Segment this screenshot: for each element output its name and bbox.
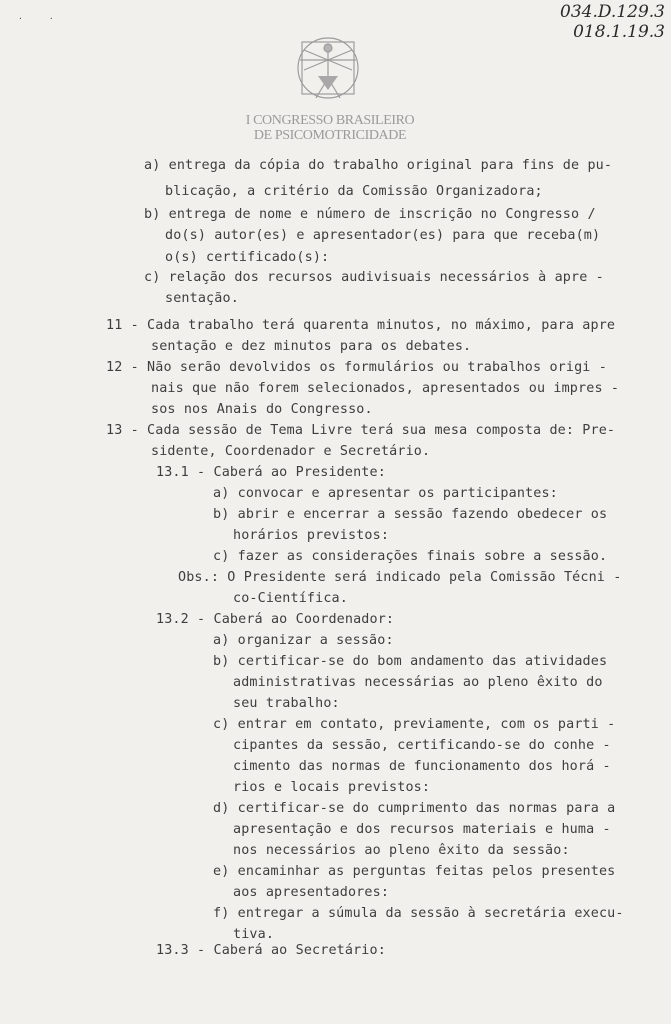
archive-code-line: 018.1.19.3 <box>573 22 665 42</box>
text-line: co-Científica. <box>233 591 348 606</box>
archive-code-line: 034.D.129.3 <box>560 2 665 22</box>
text-line: 13.3 - Caberá ao Secretário: <box>156 943 386 958</box>
text-line: b) abrir e encerrar a sessão fazendo obedecer os <box>213 507 608 522</box>
text-line: b) certificar-se do bom andamento das atividades <box>213 654 608 669</box>
text-line: 12 - Não serão devolvidos os formulários ou trabalhos origi - <box>106 360 607 375</box>
text-line: rios e locais previstos: <box>233 780 431 795</box>
text-line: cipantes da sessão, certificando-se do conhe - <box>233 738 611 753</box>
text-line: nos necessários ao pleno êxito da sessão: <box>233 843 570 858</box>
text-line: nais que não forem selecionados, apresentados ou impres - <box>151 381 620 396</box>
text-line: administrativas necessárias ao pleno êxito do <box>233 675 603 690</box>
text-line: f) entregar a súmula da sessão à secretária execu- <box>213 906 624 921</box>
text-line: c) fazer as considerações finais sobre a sessão. <box>213 549 608 564</box>
text-line: 11 - Cada trabalho terá quarenta minutos, no máximo, para apre <box>106 318 616 333</box>
text-line: horários previstos: <box>233 528 390 543</box>
text-line: sos nos Anais do Congresso. <box>151 402 373 417</box>
corner-marks: ·· <box>18 14 80 23</box>
text-line: c) entrar em contato, previamente, com os parti - <box>213 717 616 732</box>
text-line: 13.1 - Caberá ao Presidente: <box>156 465 386 480</box>
text-line: o(s) certificado(s): <box>165 250 330 265</box>
congress-logo <box>288 28 368 108</box>
congress-title <box>240 113 420 143</box>
text-line: sidente, Coordenador e Secretário. <box>151 444 431 459</box>
text-line: blicação, a critério da Comissão Organizadora; <box>165 184 543 199</box>
text-line: d) certificar-se do cumprimento das normas para a <box>213 801 616 816</box>
text-line: Obs.: O Presidente será indicado pela Comissão Técni - <box>178 570 622 585</box>
text-line: apresentação e dos recursos materiais e huma - <box>233 822 611 837</box>
text-line: 13 - Cada sessão de Tema Livre terá sua mesa composta de: Pre- <box>106 423 616 438</box>
text-line: a) convocar e apresentar os participantes: <box>213 486 558 501</box>
text-line: cimento das normas de funcionamento dos horá - <box>233 759 611 774</box>
text-line: a) organizar a sessão: <box>213 633 394 648</box>
text-line: seu trabalho: <box>233 696 340 711</box>
text-line: b) entrega de nome e número de inscrição no Congresso / <box>144 207 596 222</box>
congress-title-line1: I CONGRESSO BRASILEIRO <box>245 113 415 128</box>
text-line: c) relação dos recursos audivisuais necessários à apre - <box>144 270 604 285</box>
text-line: sentação e dez minutos para os debates. <box>151 339 472 354</box>
text-line: a) entrega da cópia do trabalho original para fins de pu- <box>144 158 613 173</box>
text-line: do(s) autor(es) e apresentador(es) para que receba(m) <box>165 228 601 243</box>
archive-code <box>525 2 665 42</box>
text-line: 13.2 - Caberá ao Coordenador: <box>156 612 395 627</box>
text-line: sentação. <box>165 291 239 306</box>
text-line: tiva. <box>233 927 275 942</box>
text-line: aos apresentadores: <box>233 885 390 900</box>
congress-title-line2: DE PSICOMOTRICIDADE <box>253 128 407 143</box>
vitruvian-logo-icon <box>288 28 368 108</box>
text-line: e) encaminhar as perguntas feitas pelos presentes <box>213 864 616 879</box>
